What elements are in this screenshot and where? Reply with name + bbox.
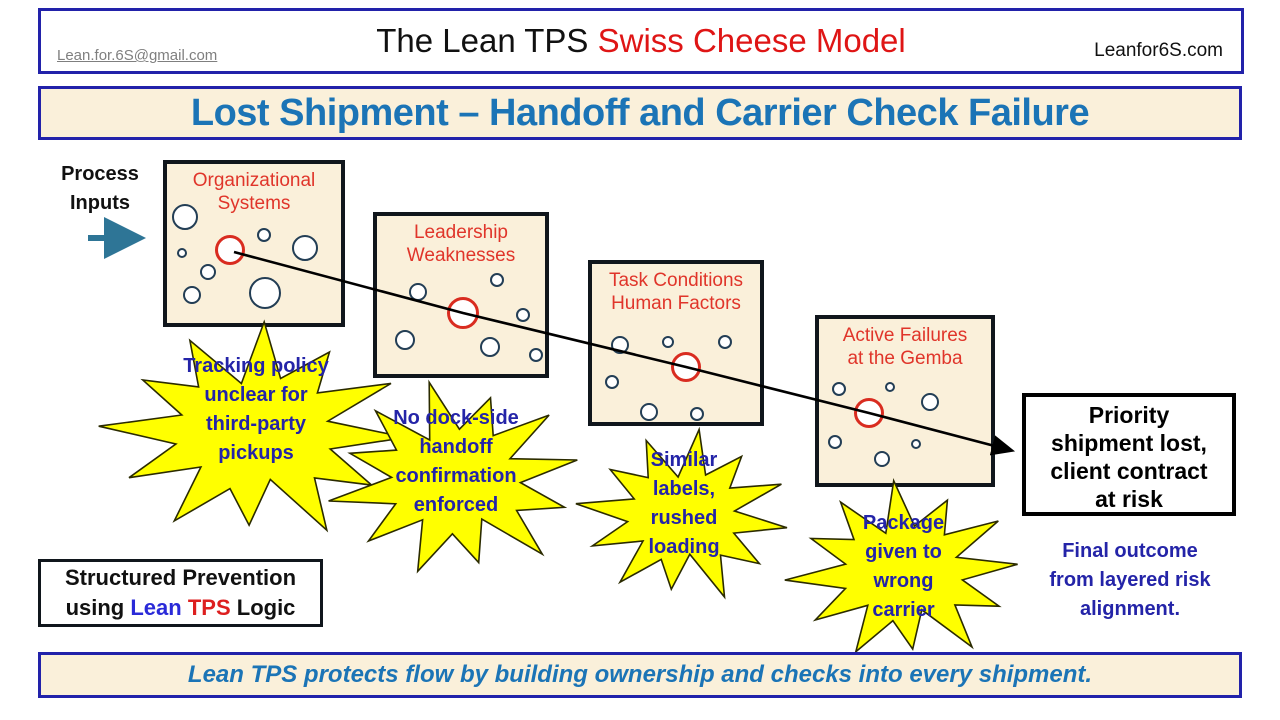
cheese-hole xyxy=(516,308,530,322)
starburst-line: No dock-side xyxy=(393,407,519,429)
slice-label xyxy=(377,221,545,267)
cheese-slice-task-conditions xyxy=(588,260,764,426)
process-inputs-line2: Inputs xyxy=(70,192,130,214)
starburst-line: third-party xyxy=(206,413,306,435)
starburst-no-dock-side xyxy=(322,376,590,590)
outcome-line: client contract xyxy=(1050,458,1208,484)
slice-label-line1: Active Failures xyxy=(842,325,968,346)
final-outcome-caption xyxy=(1016,537,1244,624)
slice-label-line2: Systems xyxy=(217,193,291,214)
process-inputs-label xyxy=(42,160,158,218)
email-link[interactable]: Lean.for.6S@gmail.com xyxy=(57,47,218,64)
cheese-hole xyxy=(874,451,890,467)
cheese-hole xyxy=(605,375,619,389)
cheese-hole xyxy=(490,273,504,287)
slice-label-line2: Weaknesses xyxy=(406,245,516,266)
cheese-hole xyxy=(911,439,921,449)
footer-message-bar xyxy=(38,652,1242,698)
slice-label-line1: Task Conditions xyxy=(608,270,744,291)
outcome-line: shipment lost, xyxy=(1051,430,1207,456)
starburst-line: enforced xyxy=(413,494,499,516)
cheese-hole xyxy=(480,337,500,357)
starburst-text xyxy=(336,404,576,520)
starburst-line: Package xyxy=(862,512,945,534)
prevention-line2 xyxy=(66,593,296,623)
cheese-hole xyxy=(409,283,427,301)
cheese-hole xyxy=(921,393,939,411)
cheese-hole xyxy=(183,286,201,304)
outcome-line: at risk xyxy=(1095,486,1163,512)
prevention-box xyxy=(38,559,323,627)
process-inputs-line1: Process xyxy=(61,163,139,185)
cheese-hole-failure xyxy=(215,235,245,265)
starburst-line: rushed xyxy=(650,507,718,529)
website-label: Leanfor6S.com xyxy=(1094,40,1223,61)
starburst-line: pickups xyxy=(218,442,294,464)
prevention-line1: Structured Prevention xyxy=(64,565,297,590)
cheese-hole-failure xyxy=(854,398,884,428)
header-title-black: The Lean TPS xyxy=(376,22,598,59)
cheese-hole xyxy=(885,382,895,392)
starburst-line: unclear for xyxy=(204,384,308,406)
prevention-word-tps: TPS xyxy=(187,595,231,620)
slice-label-line2: Human Factors xyxy=(611,293,741,314)
page-title xyxy=(38,86,1242,140)
cheese-hole xyxy=(611,336,629,354)
slide-header-title xyxy=(41,11,1241,71)
cheese-hole xyxy=(690,407,704,421)
starburst-wrong-carrier xyxy=(782,478,1026,674)
slice-label-line2: at the Gemba xyxy=(847,348,963,369)
slice-label xyxy=(819,324,991,370)
final-outcome-line: alignment. xyxy=(1079,598,1180,620)
final-outcome-line: Final outcome xyxy=(1062,540,1198,562)
cheese-hole xyxy=(662,336,674,348)
starburst-line: labels, xyxy=(652,478,716,500)
slice-label-line1: Leadership xyxy=(413,222,509,243)
cheese-hole xyxy=(177,248,187,258)
starburst-line: loading xyxy=(648,536,720,558)
cheese-slice-active-failures xyxy=(815,315,995,487)
footer-message-text: Lean TPS protects flow by building ownership and checks into every shipment. xyxy=(187,661,1093,688)
header-box xyxy=(38,8,1244,74)
starburst-text xyxy=(594,446,774,562)
slice-label xyxy=(592,269,760,315)
final-outcome-line: from layered risk xyxy=(1049,569,1211,591)
cheese-hole xyxy=(832,382,846,396)
starburst-line: wrong xyxy=(873,570,934,592)
prevention-word-lean: Lean xyxy=(130,595,182,620)
cheese-hole xyxy=(529,348,543,362)
cheese-hole-failure xyxy=(447,297,479,329)
starburst-line: confirmation xyxy=(395,465,517,487)
starburst-line: Tracking policy xyxy=(183,355,329,377)
cheese-hole xyxy=(292,235,318,261)
cheese-hole xyxy=(828,435,842,449)
cheese-hole xyxy=(200,264,216,280)
cheese-slice-organizational-systems xyxy=(163,160,345,327)
starburst-similar-labels xyxy=(570,424,798,612)
outcome-line: Priority xyxy=(1088,402,1170,428)
slice-label xyxy=(167,169,341,215)
cheese-hole xyxy=(640,403,658,421)
prevention-word-logic: Logic xyxy=(236,595,296,620)
cheese-hole xyxy=(718,335,732,349)
prevention-word-using: using xyxy=(65,595,131,620)
starburst-line: carrier xyxy=(872,599,935,621)
starburst-line: Similar xyxy=(650,449,718,471)
starburst-line: handoff xyxy=(419,436,493,458)
starburst-text xyxy=(801,509,1006,625)
page-title-text: Lost Shipment – Handoff and Carrier Check Failure xyxy=(190,91,1090,134)
cheese-hole-failure xyxy=(671,352,701,382)
cheese-hole xyxy=(249,277,281,309)
outcome-box xyxy=(1022,393,1236,516)
slice-label-line1: Organizational xyxy=(192,170,316,191)
header-title-red: Swiss Cheese Model xyxy=(597,22,906,59)
starburst-line: given to xyxy=(865,541,942,563)
cheese-hole xyxy=(257,228,271,242)
